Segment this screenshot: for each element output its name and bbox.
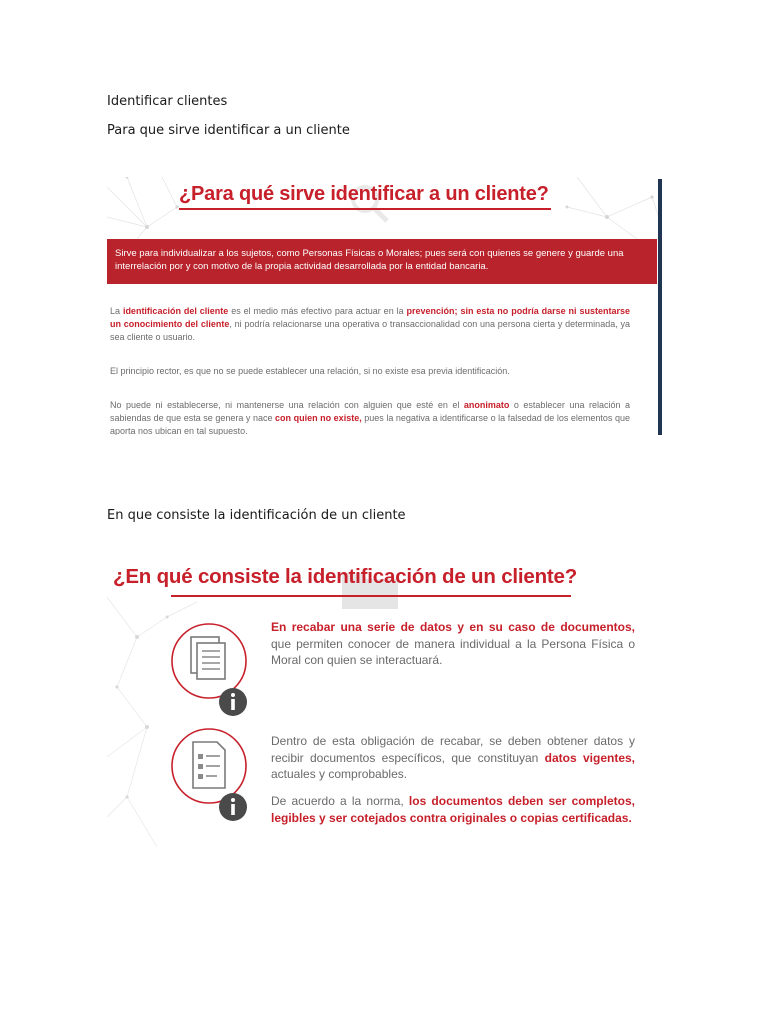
slide1-paragraph-2: El principio rector, es que no se puede establecer una relación, si no existe esa previa identificación.	[110, 366, 510, 376]
right-edge-bar	[658, 179, 662, 435]
section-heading-purpose: Para que sirve identificar a un cliente	[107, 123, 350, 138]
slide2-title-underline	[171, 595, 571, 597]
document-heading: Identificar clientes	[107, 94, 228, 109]
documents-info-icon	[169, 615, 255, 723]
slide2-text-3: De acuerdo a la norma, los documentos deben ser completos, legibles y ser cotejados contra originales o copias certificadas.	[271, 794, 635, 825]
slide1-title: ¿Para qué sirve identificar a un cliente?	[179, 183, 549, 205]
slide1-highlight-band: Sirve para individualizar a los sujetos, como Personas Físicas o Morales; pues será con quienes se genere y guarde una interrelación por y con motivo de la propia actividad desarrollada por la entidad bancaria.	[107, 239, 657, 284]
slide1-paragraph-3: No puede ni establecerse, ni mantenerse una relación con alguien que esté en el anonimato o establecer una relación a sabiendas de que esta se genera y nace con quien no existe, pues la negativa a identificarse o la falsedad de los elementos que aporta nos ubican en tal supuesto.	[110, 400, 630, 435]
slide-consists-image	[107, 557, 643, 849]
slide1-paragraph-1: La identificación del cliente es el medio más efectivo para actuar en la prevención; sin esta no podría darse ni sustentarse un conocimiento del cliente, ni podría relacionarse una operativa o transaccionalidad con una persona cierta y determinada, ya sea cliente o usuario.	[110, 306, 630, 342]
slide2-text-1: En recabar una serie de datos y en su caso de documentos, que permiten conocer de manera individual a la Persona Física o Moral con quien se interactuará.	[271, 620, 635, 667]
form-info-icon	[169, 720, 255, 828]
slide1-title-underline	[179, 208, 551, 210]
slide2-title: ¿En qué consiste la identificación de un cliente?	[113, 565, 578, 588]
slide-purpose-image	[107, 177, 662, 435]
slide2-text-2: Dentro de esta obligación de recabar, se deben obtener datos y recibir documentos específicos, que constituyan datos vigentes, actuales y comprobables.	[271, 734, 636, 781]
section-heading-consists: En que consiste la identificación de un cliente	[107, 508, 406, 523]
